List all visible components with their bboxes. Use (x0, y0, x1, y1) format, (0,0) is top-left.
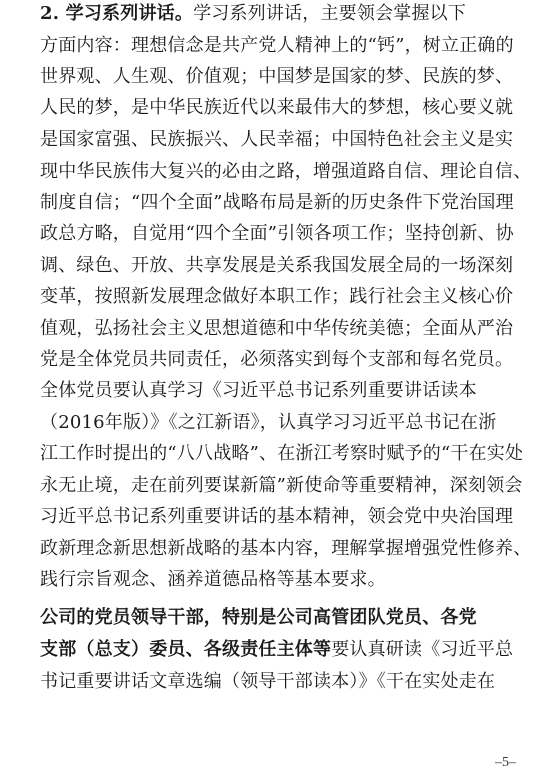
text-segment: 党是全体党员共同责任，必须落实到每个支部和每名党员。 (40, 349, 514, 370)
text-segment: 是国家富强、民族振兴、人民幸福；中国特色社会主义是实 (40, 129, 514, 150)
text-segment: 方面内容：理想信念是共产党人精神上的“钙”，树立正确的 (40, 35, 514, 56)
text-line (40, 568, 514, 592)
text-line (40, 65, 514, 89)
text-segment: 学习系列讲话，主要领会掌握以下 (193, 3, 467, 24)
text-line (40, 474, 523, 498)
text-segment: 全体党员要认真学习《习近平总书记系列重要讲话读本 (40, 380, 477, 401)
text-segment: 政新理念新思想新战略的基本内容，理解掌握增强党性修养、 (40, 538, 532, 559)
text-segment: 永无止境，走在前列要谋新篇”新使命等重要精神，深刻领会 (40, 475, 523, 496)
text-segment: 习近平总书记系列重要讲话的基本精神，领会党中央治国理 (40, 506, 514, 527)
text-line (40, 505, 514, 529)
text-segment: 支部（总支）委员、各级责任主体等 (40, 639, 332, 660)
text-line (40, 96, 514, 120)
text-line (40, 160, 532, 184)
text-segment: （2016年版）》《之江新语》，认真学习习近平总书记在浙 (40, 412, 497, 433)
text-segment: 公司的党员领导干部，特别是公司高管团队党员、各党 (40, 607, 477, 628)
text-line (40, 191, 514, 215)
text-segment: 制度自信；“四个全面”战略布局是新的历史条件下党治国理 (40, 192, 514, 213)
text-line (40, 254, 514, 278)
text-line (40, 348, 514, 372)
text-line (40, 411, 514, 435)
text-segment: 世界观、人生观、价值观；中国梦是国家的梦、民族的梦、 (40, 66, 514, 87)
text-segment: 现中华民族伟大复兴的必由之路，增强道路自信、理论自信、 (40, 161, 532, 182)
text-line (40, 537, 532, 561)
text-segment: 践行宗旨观念、涵养道德品格等基本要求。 (40, 569, 386, 590)
text-segment: 政总方略，自觉用“四个全面”引领各项工作；坚持创新、协 (40, 223, 514, 244)
text-segment: 调、绿色、开放、共享发展是关系我国发展全局的一场深刻 (40, 255, 514, 276)
text-line (40, 442, 524, 466)
text-line (40, 670, 514, 694)
text-line (40, 2, 514, 26)
text-segment: 值观，弘扬社会主义思想道德和中华传统美德；全面从严治 (40, 318, 514, 339)
text-line (40, 34, 514, 58)
text-line (40, 128, 514, 152)
text-line (40, 285, 514, 309)
text-segment: 人民的梦，是中华民族近代以来最伟大的梦想，核心要义就 (40, 97, 514, 118)
text-segment: 江工作时提出的“八八战略”、在浙江考察时赋予的“干在实处 (40, 443, 524, 464)
text-segment: 书记重要讲话文章选编（领导干部读本）》《干在实处走在 (40, 671, 496, 692)
text-line (40, 222, 514, 246)
text-line (40, 379, 514, 403)
text-segment: 要认真研读《习近平总 (331, 639, 514, 660)
page-number: –5– (495, 755, 516, 770)
text-line (40, 638, 514, 662)
text-line (40, 606, 514, 630)
text-line (40, 317, 514, 341)
text-segment: 变革，按照新发展理念做好本职工作；践行社会主义核心价 (40, 286, 514, 307)
text-segment: 2. 学习系列讲话。 (40, 3, 194, 24)
